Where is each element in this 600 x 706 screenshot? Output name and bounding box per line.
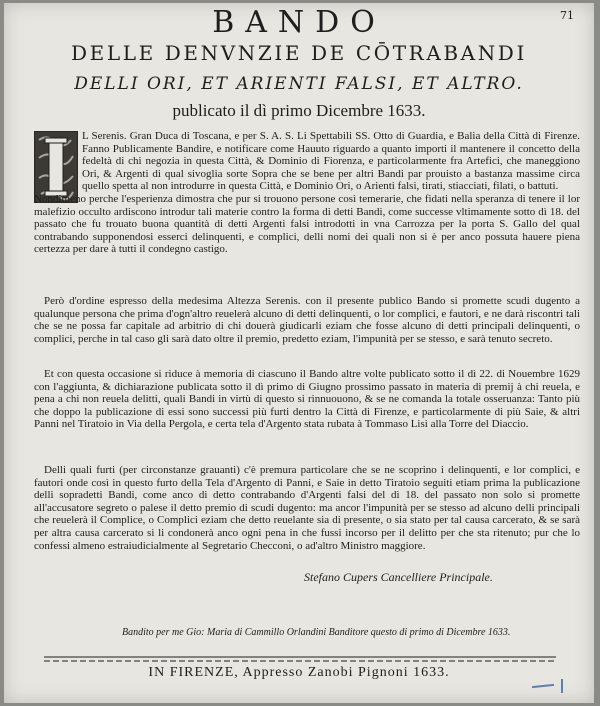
paragraph-reward: Però d'ordine espresso della medesima Altezza Serenis. con il presente publico Bando si promette scudi dugento a qualunque persona che prima d'ogn'altro reuelerà alcuno di detti delinquenti, o lor complici, e fautori, e ne darà riscontri tali che se ne possa far capitale ad arbitrio di chi douerà giudicarli eziam che fosse alcuno di detti principali delinquenti, o complici, perche in tal caso gli sarà dato oltre il premio, predetto eziam, l'impunità per se stesso, e sarà tenuto secreto. bbox=[34, 295, 580, 345]
document-page bbox=[4, 3, 594, 703]
paragraph-opening-continued: Nondimeno perche l'esperienza dimostra che pur si trouono persone così temerarie, che fidati nella speranza di tenere il lor malefizio occulto ardiscono introdur tali materie contro la forma di detti Bandi, come successe vltimamente sotto dì 18. del passato che fu trouato buona quantità di detti Argenti falsi introdotti in vna Carrozza per la porta S. Gallo del qual contrabando supponendosi esserci delinquenti, e complici, delli nomi dei quali non si è per anco possuta hauere piena certezza per dare à tutti il condegno castigo. bbox=[34, 193, 580, 256]
publication-date: publicato il dì primo Dicembre 1633. bbox=[172, 101, 426, 120]
banditore-note: Bandito per me Gio: Maria di Cammillo Orlandini Banditore questo di primo di Dicembre 1633. bbox=[122, 627, 511, 638]
pen-mark bbox=[561, 679, 563, 693]
pen-mark bbox=[532, 684, 554, 688]
paragraph-opening: L Serenis. Gran Duca di Toscana, e per S. A. S. Li Spettabili SS. Otto di Guardia, e Balia della Città di Firenze. Fanno Publicamente Bandire, e notificare come Hauuto riguardo a quanto importi il mantenere il concetto della fedeltà di chi negozia in questa Città, & Dominio di Fiorenza, e particolarmente fra Artefici, che maneggiono Ori, & Argenti di qual sivoglia sorte Sopra che se bene per altri Bandi par prouisto a bastanza massime circa quello spetta al non introdurre in questa Città, e Dominio Ori, o Arienti falsi, tirati, stiacciati, filati, o battuti. bbox=[82, 130, 580, 193]
paragraph-reminder: Et con questa occasione si riduce à memoria di ciascuno il Bando altre volte publicato sotto il dì 22. di Nouembre 1629 con l'aggiunta, & dichiarazione publicata sotto il dì primo di Giugno prossimo passato in materia di premij à chi reuela, e pena a chi non reuela delitti, quali Bandi in virtù di questo si rinnuouono, & se ne comanda la totale osseruanza: Tanto più che doppo la publicazione di essi sono successi più furti dentro la Città di Firenze, e particolarmente di più Saie, & altri Panni nel Tiratoio in Via della Pergola, e certa tela d'Argento stata rubata à Tommaso Lisi alla Torre del Diaccio. bbox=[34, 368, 580, 431]
page-number: 71 bbox=[560, 9, 574, 22]
printer-imprint: IN FIRENZE, Appresso Zanobi Pignoni 1633. bbox=[148, 665, 450, 680]
page-subtitle: DELLE DENVNZIE DE CŌTRABANDI bbox=[71, 41, 527, 65]
paragraph-thefts: Delli quali furti (per circonstanze grauanti) c'è premura particolare che se ne scoprino i delinquenti, e lor complici, e fautori onde così in questo furto della Tela d'Argento di Panni, e Saie in detto Tiratoio seguiti etiam prima la publicazione delli sopradetti Bandi, come anco di detto contrabando d'Argenti falsi del dì 18. del passato non solo si promette all'accusatore segreto o palese il detto premio di scudi dugento: ma ancor l'impunità per se stesso ad alcuno delli principali che reuelerà il Complice, o Complici eziam che detto reuelante sia di presente, o sia stato per tal causa carcerato, & se sarà per altra causa carcerato si li condonerà anco ogni pena in che fussi incorso per il delitto per che sta ritenuto; pur che lo confessi almeno estraiudicialmente al Segretario Checconi, o ad'altro Ministro maggiore. bbox=[34, 464, 580, 552]
page-title: BANDO bbox=[212, 5, 386, 40]
ornamental-divider bbox=[44, 648, 556, 656]
page-subtitle-italic: DELLI ORI, ET ARIENTI FALSI, ET ALTRO. bbox=[74, 74, 524, 94]
signature-line: Stefano Cupers Cancelliere Principale. bbox=[304, 570, 493, 584]
